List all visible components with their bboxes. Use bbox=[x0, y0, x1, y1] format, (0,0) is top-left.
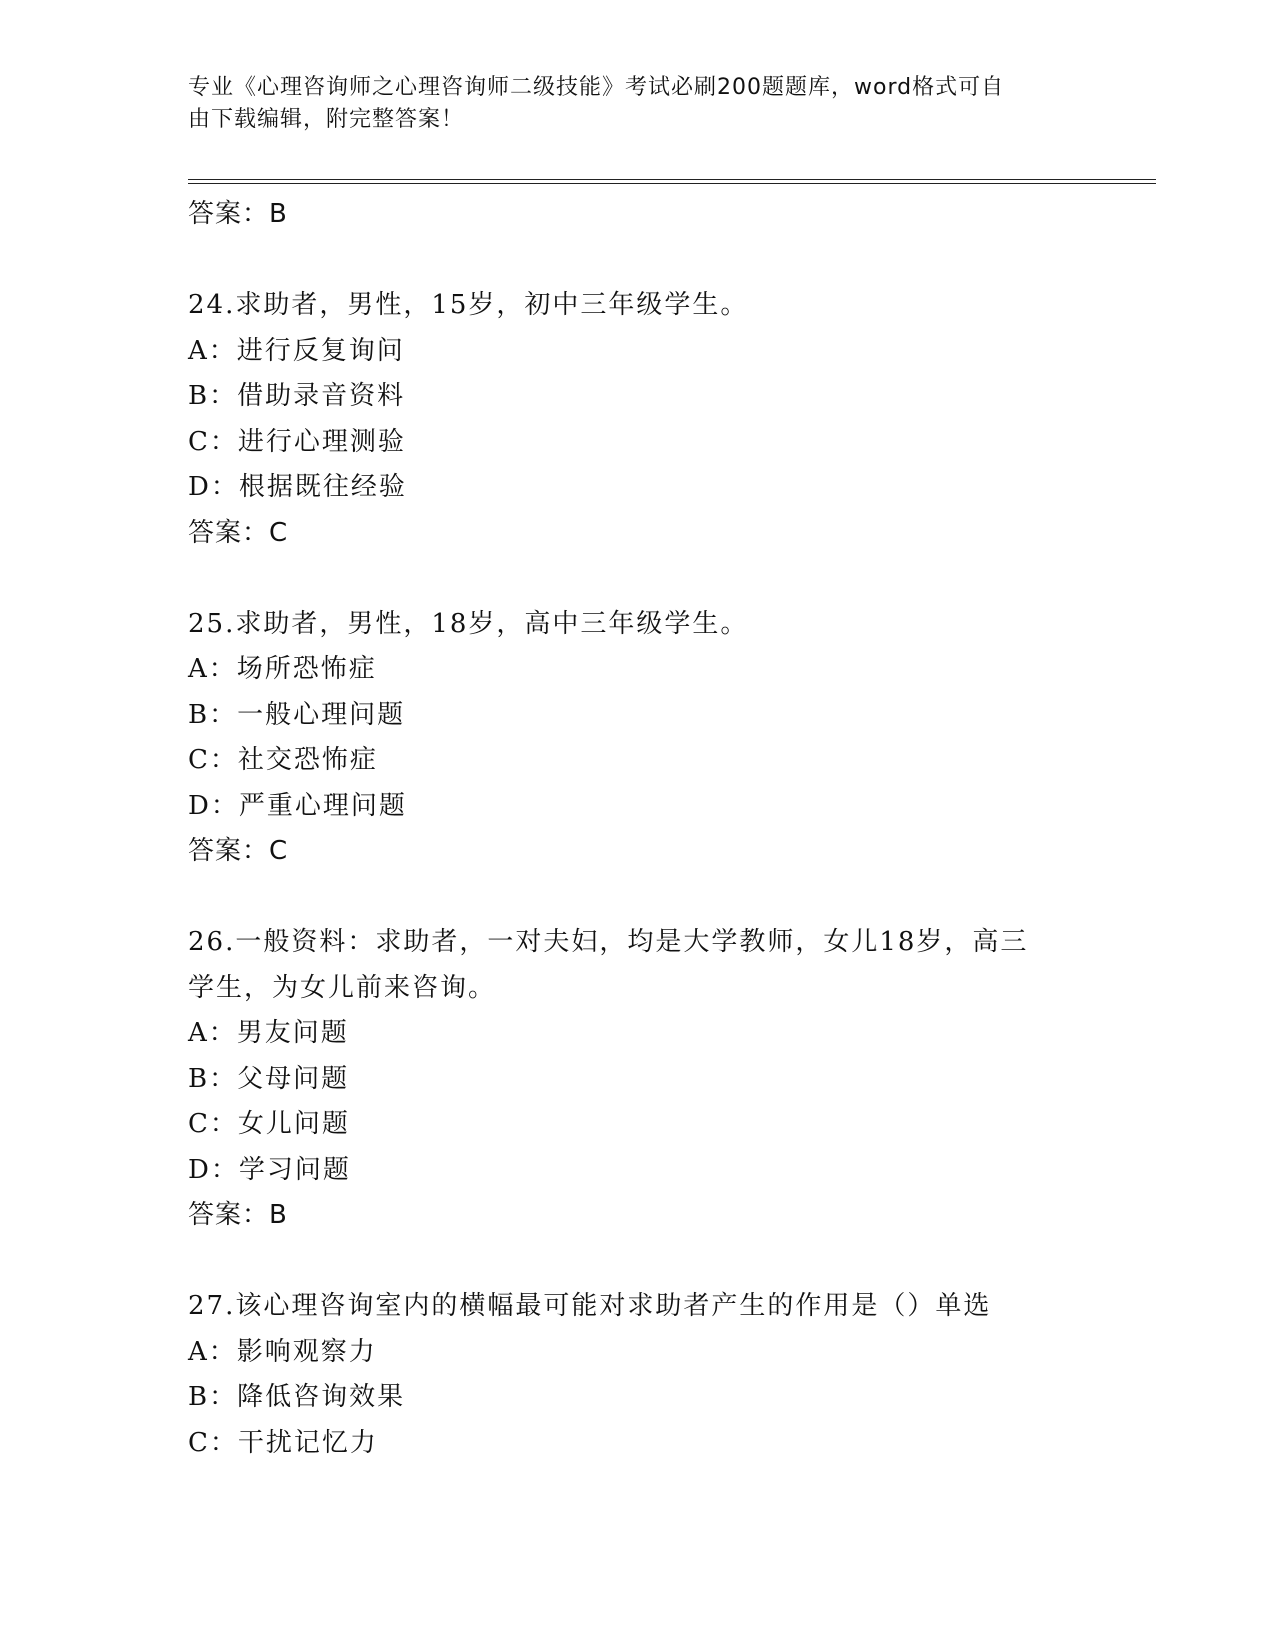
option-b: B：借助录音资料 bbox=[188, 381, 406, 411]
option-c: C：进行心理测验 bbox=[188, 426, 406, 457]
answer: 答案：B bbox=[188, 1200, 288, 1230]
option-a: A：影响观察力 bbox=[188, 1336, 377, 1367]
option-c: C：女儿问题 bbox=[188, 1109, 350, 1139]
option-d: D：学习问题 bbox=[188, 1154, 351, 1185]
question-27 bbox=[188, 1284, 1088, 1466]
question-stem: 24.求助者，男性，15岁，初中三年级学生。 bbox=[188, 290, 749, 320]
question-25 bbox=[188, 602, 1088, 875]
answer: 答案：C bbox=[188, 517, 289, 548]
question-26 bbox=[188, 920, 1088, 1239]
question-24 bbox=[188, 283, 1088, 556]
option-d: D：根据既往经验 bbox=[188, 472, 407, 502]
option-b: B：父母问题 bbox=[188, 1063, 350, 1094]
spacer bbox=[188, 875, 1088, 921]
option-a: A：场所恐怖症 bbox=[188, 654, 377, 684]
option-c: C：社交恐怖症 bbox=[188, 745, 378, 775]
option-b: B：一般心理问题 bbox=[188, 699, 406, 730]
option-a: A：男友问题 bbox=[188, 1018, 349, 1048]
option-a: A：进行反复询问 bbox=[188, 335, 405, 366]
document-header bbox=[188, 72, 1068, 136]
question-stem-line-2: 学生，为女儿前来咨询。 bbox=[188, 972, 497, 1003]
answer-previous: 答案：B bbox=[188, 199, 288, 229]
question-stem-line-1: 26.一般资料：求助者，一对夫妇，均是大学教师，女儿18岁，高三 bbox=[188, 927, 1029, 957]
answer: 答案：C bbox=[188, 836, 289, 866]
question-stem: 27.该心理咨询室内的横幅最可能对求助者产生的作用是（）单选 bbox=[188, 1291, 992, 1321]
header-line-2: 由下载编辑，附完整答案！ bbox=[188, 107, 465, 132]
question-stem: 25.求助者，男性，18岁，高中三年级学生。 bbox=[188, 608, 749, 639]
spacer bbox=[188, 556, 1088, 602]
document-body bbox=[188, 192, 1088, 1466]
option-d: D：严重心理问题 bbox=[188, 790, 407, 821]
header-double-rule bbox=[188, 179, 1156, 184]
option-c: C：干扰记忆力 bbox=[188, 1427, 378, 1458]
option-b: B：降低咨询效果 bbox=[188, 1382, 406, 1412]
spacer bbox=[188, 238, 1088, 284]
header-line-1: 专业《心理咨询师之心理咨询师二级技能》考试必刷200题题库，word格式可自 bbox=[188, 75, 1005, 100]
spacer bbox=[188, 1239, 1088, 1285]
